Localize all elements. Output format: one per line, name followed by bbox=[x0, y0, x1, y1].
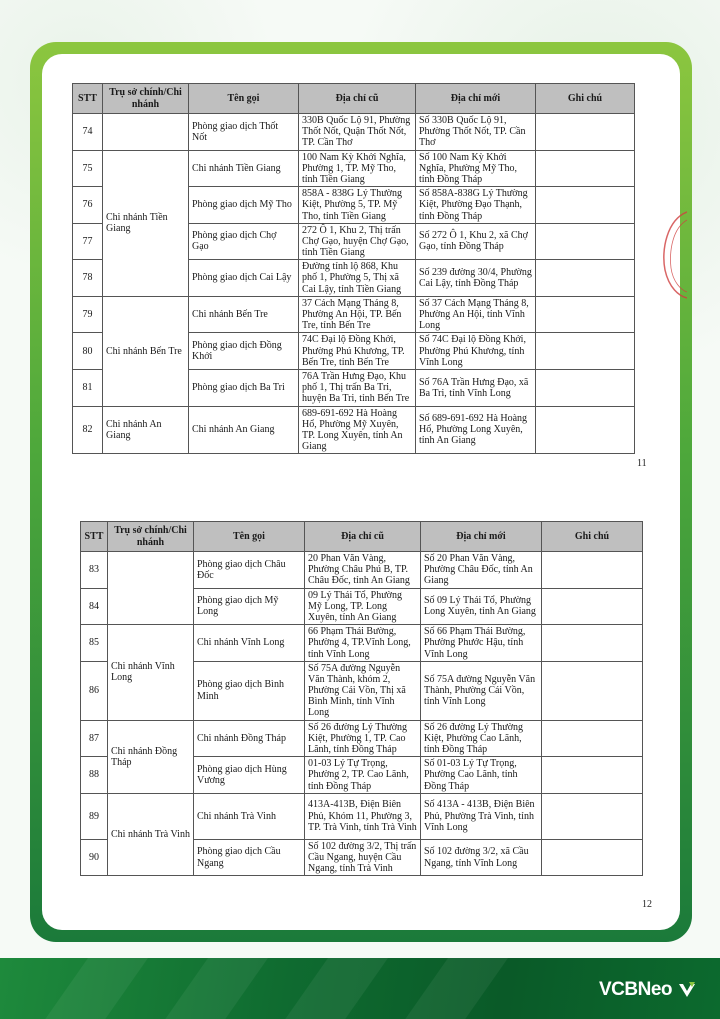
row-dia-chi-cu: 66 Phạm Thái Bường, Phường 4, TP.Vĩnh Long, tỉnh Vĩnh Long bbox=[305, 625, 421, 662]
row-dia-chi-moi: Số 01-03 Lý Tự Trọng, Phường Cao Lãnh, tỉnh Đồng Tháp bbox=[421, 757, 542, 794]
row-dia-chi-moi: Số 75A đường Nguyễn Văn Thành, Phường Cái Vồn, tỉnh Vĩnh Long bbox=[421, 661, 542, 720]
page-number-12: 12 bbox=[642, 899, 652, 910]
row-ghi-chu bbox=[536, 296, 635, 333]
row-dia-chi-moi: Số 858A-838G Lý Thường Kiệt, Phường Đạo Thạnh, tỉnh Đồng Tháp bbox=[416, 187, 536, 224]
row-dia-chi-moi: Số 66 Phạm Thái Bường, Phường Phước Hậu, tỉnh Vĩnh Long bbox=[421, 625, 542, 662]
row-dia-chi-cu: 689-691-692 Hà Hoàng Hổ, Phường Mỹ Xuyên, TP. Long Xuyên, tỉnh An Giang bbox=[299, 406, 416, 454]
row-dia-chi-moi: Số 26 đường Lý Thường Kiệt, Phường Cao Lãnh, tỉnh Đồng Tháp bbox=[421, 720, 542, 757]
row-ten: Chi nhánh Đồng Tháp bbox=[194, 720, 305, 757]
group-ben-tre: Chi nhánh Bến Tre bbox=[103, 296, 189, 406]
group-dong-thap: Chi nhánh Đồng Tháp bbox=[108, 720, 194, 793]
header-dia-chi-cu: Địa chỉ cũ bbox=[305, 522, 421, 552]
red-stamp-fragment bbox=[657, 210, 687, 300]
row-stt: 88 bbox=[81, 757, 108, 794]
row-ten: Phòng giao dịch Cai Lậy bbox=[189, 260, 299, 297]
row-group bbox=[103, 114, 189, 151]
row-ten: Phòng giao dịch Châu Đốc bbox=[194, 552, 305, 589]
table-row bbox=[73, 150, 635, 187]
page-number-11: 11 bbox=[637, 458, 647, 469]
header-ghi-chu: Ghi chú bbox=[536, 84, 635, 114]
row-ghi-chu bbox=[542, 588, 643, 625]
row-dia-chi-cu: 330B Quốc Lộ 91, Phường Thốt Nốt, Quận Thốt Nốt, TP. Cần Thơ bbox=[299, 114, 416, 151]
row-ghi-chu bbox=[536, 150, 635, 187]
group-tien-giang: Chi nhánh Tiền Giang bbox=[103, 150, 189, 296]
branch-table-page-12 bbox=[80, 521, 643, 876]
row-stt: 84 bbox=[81, 588, 108, 625]
row-stt: 90 bbox=[81, 839, 108, 876]
row-dia-chi-moi: Số 20 Phan Văn Vàng, Phường Châu Đốc, tỉnh An Giang bbox=[421, 552, 542, 589]
row-ghi-chu bbox=[542, 625, 643, 662]
row-ghi-chu bbox=[542, 793, 643, 839]
row-stt: 78 bbox=[73, 260, 103, 297]
header-dia-chi-moi: Địa chỉ mới bbox=[416, 84, 536, 114]
table-row bbox=[81, 793, 643, 839]
row-ten: Chi nhánh An Giang bbox=[189, 406, 299, 454]
row-dia-chi-cu: Đường tỉnh lộ 868, Khu phố 1, Phường 5, Thị xã Cai Lậy, tỉnh Tiền Giang bbox=[299, 260, 416, 297]
group-tra-vinh: Chi nhánh Trà Vinh bbox=[108, 793, 194, 876]
table-row bbox=[81, 720, 643, 757]
row-ten: Chi nhánh Trà Vinh bbox=[194, 793, 305, 839]
row-ten: Phòng giao dịch Cầu Ngang bbox=[194, 839, 305, 876]
row-stt: 87 bbox=[81, 720, 108, 757]
row-ten: Chi nhánh Tiền Giang bbox=[189, 150, 299, 187]
row-dia-chi-moi: Số 09 Lý Thái Tổ, Phường Long Xuyên, tỉnh An Giang bbox=[421, 588, 542, 625]
row-dia-chi-cu: 20 Phan Văn Vàng, Phường Châu Phú B, TP. Châu Đốc, tỉnh An Giang bbox=[305, 552, 421, 589]
table-row bbox=[73, 114, 635, 151]
group-vinh-long: Chi nhánh Vĩnh Long bbox=[108, 625, 194, 721]
row-ghi-chu bbox=[536, 369, 635, 406]
row-dia-chi-moi: Số 76A Trần Hưng Đạo, xã Ba Tri, tỉnh Vĩnh Long bbox=[416, 369, 536, 406]
row-dia-chi-cu: Số 102 đường 3/2, Thị trấn Cầu Ngang, huyện Cầu Ngang, tỉnh Trà Vinh bbox=[305, 839, 421, 876]
row-stt: 83 bbox=[81, 552, 108, 589]
row-ghi-chu bbox=[536, 333, 635, 370]
row-dia-chi-cu: 09 Lý Thái Tổ, Phường Mỹ Long, TP. Long Xuyên, tỉnh An Giang bbox=[305, 588, 421, 625]
table-row bbox=[73, 296, 635, 333]
row-stt: 82 bbox=[73, 406, 103, 454]
row-ghi-chu bbox=[536, 187, 635, 224]
header-ten-goi: Tên gọi bbox=[189, 84, 299, 114]
row-ten: Phòng giao dịch Ba Tri bbox=[189, 369, 299, 406]
row-dia-chi-cu: 413A-413B, Điện Biên Phủ, Khóm 11, Phường 3, TP. Trà Vinh, tỉnh Trà Vinh bbox=[305, 793, 421, 839]
row-dia-chi-cu: 858A - 838G Lý Thường Kiệt, Phường 5, TP. Mỹ Tho, tỉnh Tiền Giang bbox=[299, 187, 416, 224]
row-ghi-chu bbox=[542, 839, 643, 876]
row-ghi-chu bbox=[542, 552, 643, 589]
row-dia-chi-cu: 01-03 Lý Tự Trọng, Phường 2, TP. Cao Lãnh, tỉnh Đồng Tháp bbox=[305, 757, 421, 794]
row-ghi-chu bbox=[536, 223, 635, 260]
row-stt: 76 bbox=[73, 187, 103, 224]
header-stt: STT bbox=[81, 522, 108, 552]
row-stt: 89 bbox=[81, 793, 108, 839]
header-dia-chi-moi: Địa chỉ mới bbox=[421, 522, 542, 552]
row-dia-chi-cu: Số 26 đường Lý Thường Kiệt, Phường 1, TP. Cao Lãnh, tỉnh Đồng Tháp bbox=[305, 720, 421, 757]
row-stt: 75 bbox=[73, 150, 103, 187]
table-row bbox=[73, 406, 635, 454]
row-ten: Phòng giao dịch Chợ Gạo bbox=[189, 223, 299, 260]
row-dia-chi-moi: Số 239 đường 30/4, Phường Cai Lậy, tỉnh Đồng Tháp bbox=[416, 260, 536, 297]
row-ten: Phòng giao dịch Thốt Nốt bbox=[189, 114, 299, 151]
row-ten: Phòng giao dịch Mỹ Long bbox=[194, 588, 305, 625]
row-dia-chi-moi: Số 37 Cách Mạng Tháng 8, Phường An Hội, tỉnh Vĩnh Long bbox=[416, 296, 536, 333]
row-stt: 81 bbox=[73, 369, 103, 406]
header-dia-chi-cu: Địa chỉ cũ bbox=[299, 84, 416, 114]
table-header bbox=[73, 84, 635, 114]
row-dia-chi-cu: 100 Nam Kỳ Khởi Nghĩa, Phường 1, TP. Mỹ Tho, tỉnh Tiền Giang bbox=[299, 150, 416, 187]
header-stt: STT bbox=[73, 84, 103, 114]
row-stt: 80 bbox=[73, 333, 103, 370]
row-stt: 74 bbox=[73, 114, 103, 151]
table-row bbox=[81, 625, 643, 662]
row-ten: Phòng giao dịch Mỹ Tho bbox=[189, 187, 299, 224]
row-ten: Chi nhánh Vĩnh Long bbox=[194, 625, 305, 662]
row-dia-chi-cu: 74C Đại lộ Đồng Khởi, Phường Phú Khương, TP. Bến Tre, tỉnh Bến Tre bbox=[299, 333, 416, 370]
branch-table-page-11 bbox=[72, 83, 635, 454]
logo-text: VCBNeo bbox=[598, 979, 672, 1000]
table-row bbox=[81, 552, 643, 589]
header-ghi-chu: Ghi chú bbox=[542, 522, 643, 552]
row-dia-chi-moi: Số 689-691-692 Hà Hoàng Hổ, Phường Long Xuyên, tỉnh An Giang bbox=[416, 406, 536, 454]
row-ghi-chu bbox=[536, 406, 635, 454]
row-stt: 86 bbox=[81, 661, 108, 720]
table-header bbox=[81, 522, 643, 552]
row-dia-chi-moi: Số 100 Nam Kỳ Khởi Nghĩa, Phường Mỹ Tho, tỉnh Đồng Tháp bbox=[416, 150, 536, 187]
row-ghi-chu bbox=[542, 757, 643, 794]
header-tru-so: Trụ sở chính/Chi nhánh bbox=[103, 84, 189, 114]
logo-mark-icon bbox=[676, 979, 698, 1001]
header-ten-goi: Tên gọi bbox=[194, 522, 305, 552]
row-stt: 85 bbox=[81, 625, 108, 662]
row-ghi-chu bbox=[536, 114, 635, 151]
row-dia-chi-cu: 76A Trần Hưng Đạo, Khu phố 1, Thị trấn Ba Tri, huyện Ba Tri, tỉnh Bến Tre bbox=[299, 369, 416, 406]
row-ten: Phòng giao dịch Đồng Khởi bbox=[189, 333, 299, 370]
header-tru-so: Trụ sở chính/Chi nhánh bbox=[108, 522, 194, 552]
row-stt: 79 bbox=[73, 296, 103, 333]
row-stt: 77 bbox=[73, 223, 103, 260]
row-dia-chi-cu: 272 Ô 1, Khu 2, Thị trấn Chợ Gạo, huyện Chợ Gạo, tỉnh Tiền Giang bbox=[299, 223, 416, 260]
row-ghi-chu bbox=[536, 260, 635, 297]
row-ghi-chu bbox=[542, 720, 643, 757]
row-ten: Phòng giao dịch Hùng Vương bbox=[194, 757, 305, 794]
row-ten: Chi nhánh Bến Tre bbox=[189, 296, 299, 333]
row-dia-chi-moi: Số 413A - 413B, Điện Biên Phủ, Phường Trà Vinh, tỉnh Vĩnh Long bbox=[421, 793, 542, 839]
row-dia-chi-moi: Số 74C Đại lộ Đồng Khởi, Phường Phú Khương, tỉnh Vĩnh Long bbox=[416, 333, 536, 370]
row-dia-chi-moi: Số 272 Ô 1, Khu 2, xã Chợ Gạo, tỉnh Đồng Tháp bbox=[416, 223, 536, 260]
row-ghi-chu bbox=[542, 661, 643, 720]
row-ten: Phòng giao dịch Bình Minh bbox=[194, 661, 305, 720]
row-dia-chi-moi: Số 102 đường 3/2, xã Cầu Ngang, tỉnh Vĩnh Long bbox=[421, 839, 542, 876]
row-dia-chi-cu: 37 Cách Mạng Tháng 8, Phường An Hội, TP. Bến Tre, tỉnh Bến Tre bbox=[299, 296, 416, 333]
group-an-giang: Chi nhánh An Giang bbox=[103, 406, 189, 454]
vcbneo-logo bbox=[599, 978, 698, 1002]
row-dia-chi-moi: Số 330B Quốc Lộ 91, Phường Thốt Nốt, TP. Cần Thơ bbox=[416, 114, 536, 151]
row-group bbox=[108, 552, 194, 625]
row-dia-chi-cu: Số 75A đường Nguyễn Văn Thành, khóm 2, Phường Cái Vồn, Thị xã Bình Minh, tỉnh Vĩnh Long bbox=[305, 661, 421, 720]
